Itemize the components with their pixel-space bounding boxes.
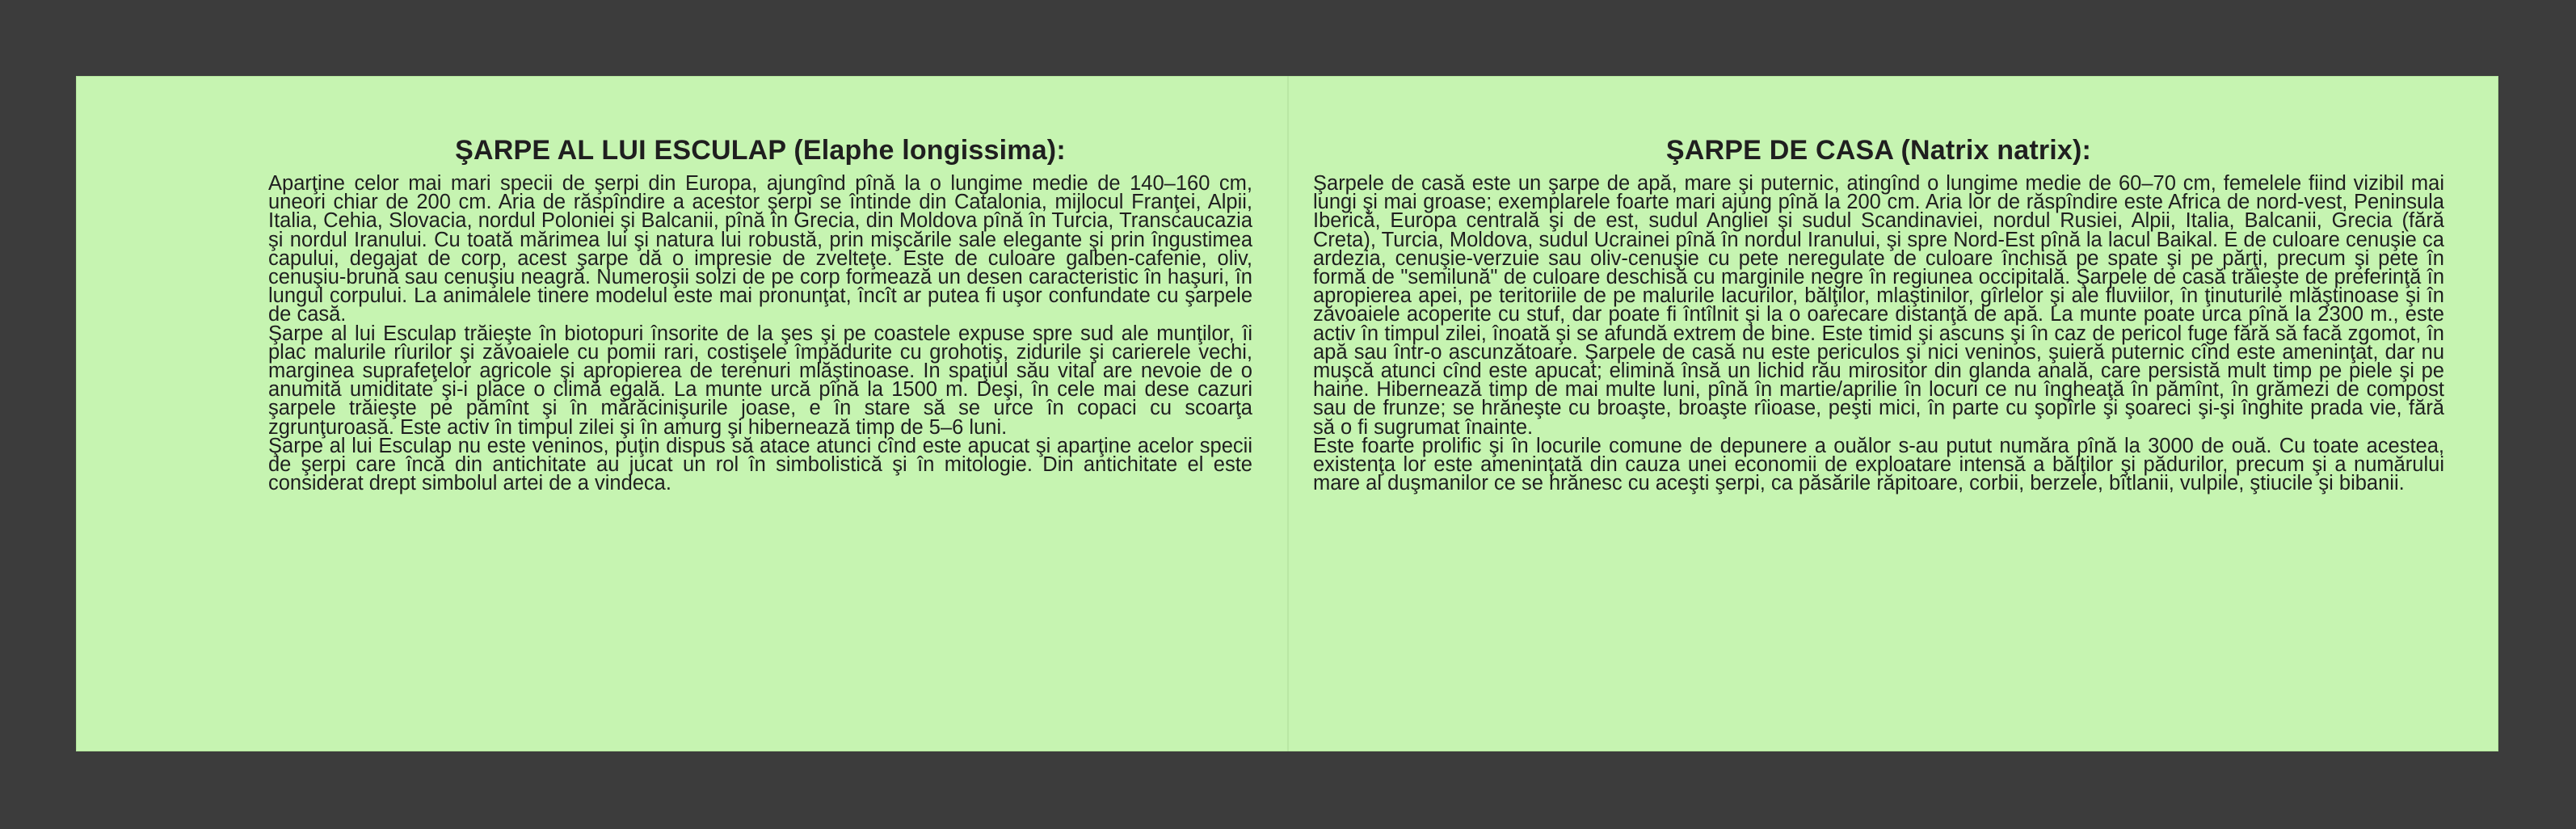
left-paragraph-2: Şarpe al lui Esculap trăieşte în biotopuri însorite de la şes şi pe coastele expuse spre sud ale munţilor, îi plac malurile rîurilor şi zăvoaiele cu pomii rari, costişele împădurite cu grohotiş, zidurile şi carierele vechi, marginea suprafeţelor agricole şi apropierea de terenuri mlăştinoase. In spaţiul său vital are nevoie de o anumită umiditate şi-i place o climă egală. La munte urcă pînă la 1500 m. Deşi, în cele mai dese cazuri şarpele trăieşte pe pămînt şi în mărăcinişurile joase, e în stare să se urce în copaci cu scoarţa zgrunţuroasă. Este activ în timpul zilei şi în amurg şi hibernează timp de 5–6 luni. xyxy=(268,322,1252,439)
right-paragraph-1: Şarpele de casă este un şarpe de apă, mare şi puternic, atingînd o lungime medie de 60–70 cm, femelele fiind vizibil mai lungi şi mai groase; exemplarele foarte mari ajung pînă la 200 cm. Aria lor de răspîndire este Africa de nord-vest, Peninsula Iberică, Europa centrală şi de est, sudul Angliei şi sudul Scandinaviei, nordul Rusiei, Alpii, Italia, Balcanii, Grecia (fără Creta), Turcia, Moldova, sudul Ucrainei pînă în nordul Iranului, şi spre Nord-Est pînă la lacul Baikal. E de culoare cenuşie ca ardezia, cenuşie-verzuie sau oliv-cenuşie cu pete neregulate de culoare închisă pe spate şi pe părţi, precum şi pete în formă de "semilună" de culoare deschisă cu marginile negre în regiunea occipitală. Şarpele de casă trăieşte de preferinţă în apropierea apei, pe teritoriile de pe malurile lacurilor, bălţilor, mlaştinilor, gîrlelor şi ale fluviilor, în ţinuturile mlăştinoase şi în zăvoaiele acoperite cu stuf, dar poate fi întîlnit şi la o oarecare distanţă de apă. La munte poate urca pînă la 2300 m., este activ în timpul zilei, înoată şi se afundă extrem de bine. Este timid şi ascuns şi în caz de pericol fuge fără să facă zgomot, în apă sau într-o ascunzătoare. Şarpele de casă nu este periculos şi nici veninos, şuieră puternic cînd este ameninţat, dar nu muşcă atunci cînd este apucat; elimină însă un lichid rău mirositor din glanda anală, care persistă mult timp pe piele şi pe haine. Hibernează timp de mai multe luni, pînă în martie/aprilie în locuri ce nu îngheaţă în pămînt, în grămezi de compost sau de frunze; se hrăneşte cu broaşte, broaşte rîioase, peşti mici, în parte cu şopîrle şi şoareci şi-şi înghite prada vie, fără să o fi sugrumat înainte. xyxy=(1313,172,2444,439)
left-paragraph-1: Aparţine celor mai mari specii de şerpi din Europa, ajungînd pînă la o lungime medie de 140–160 cm, uneori chiar de 200 cm. Aria de răspîndire a acestor şerpi se întinde din Catalonia, mijlocul Franţei, Alpii, Italia, Cehia, Slovacia, nordul Poloniei şi Balcanii, pînă în Grecia, din Moldova pînă în Turcia, Transcaucazia şi nordul Iranului. Cu toată mărimea lui şi natura lui robustă, prin mişcările sale elegante şi prin îngustimea capului, degajat de corp, acest şarpe dă o impresie de zvelteţe. Este de culoare galben-cafenie, oliv, cenuşiu-brună sau cenuşiu neagră. Numeroşii solzi de pe corp formează un desen caracteristic în haşuri, în lungul corpului. La animalele tinere modelul este mai pronunţat, încît ar putea fi uşor confundate cu şarpele de casă. xyxy=(268,172,1252,326)
right-panel xyxy=(1313,134,2444,493)
right-panel-title: ŞARPE DE CASA (Natrix natrix): xyxy=(1665,135,2092,166)
left-paragraph-3: Şarpe al lui Esculap nu este veninos, puţin dispus să atace atunci cînd este apucat şi aparţine acelor specii de şerpi care încă din antichitate au jucat un rol în simbolistică şi în mitologie. Din antichitate el este considerat drept simbolul artei de a vindeca. xyxy=(268,434,1252,495)
right-paragraph-2: Este foarte prolific şi în locurile comune de depunere a ouălor s-au putut număra pînă la 3000 de ouă. Cu toate acestea, existenţa lor este ameninţată din cauza unei economii de exploatare intensă a bălţilor şi pădurilor, precum şi a numărului mare al duşmanilor ce se hrănesc cu aceşti şerpi, ca păsările răpitoare, corbii, berzele, bîtlanii, vulpile, ştiucile şi bibanii. xyxy=(1313,434,2444,495)
fold-line xyxy=(1287,76,1289,751)
info-card xyxy=(76,76,2498,751)
left-panel xyxy=(268,134,1252,493)
left-panel-title: ŞARPE AL LUI ESCULAP (Elaphe longissima): xyxy=(455,135,1066,166)
